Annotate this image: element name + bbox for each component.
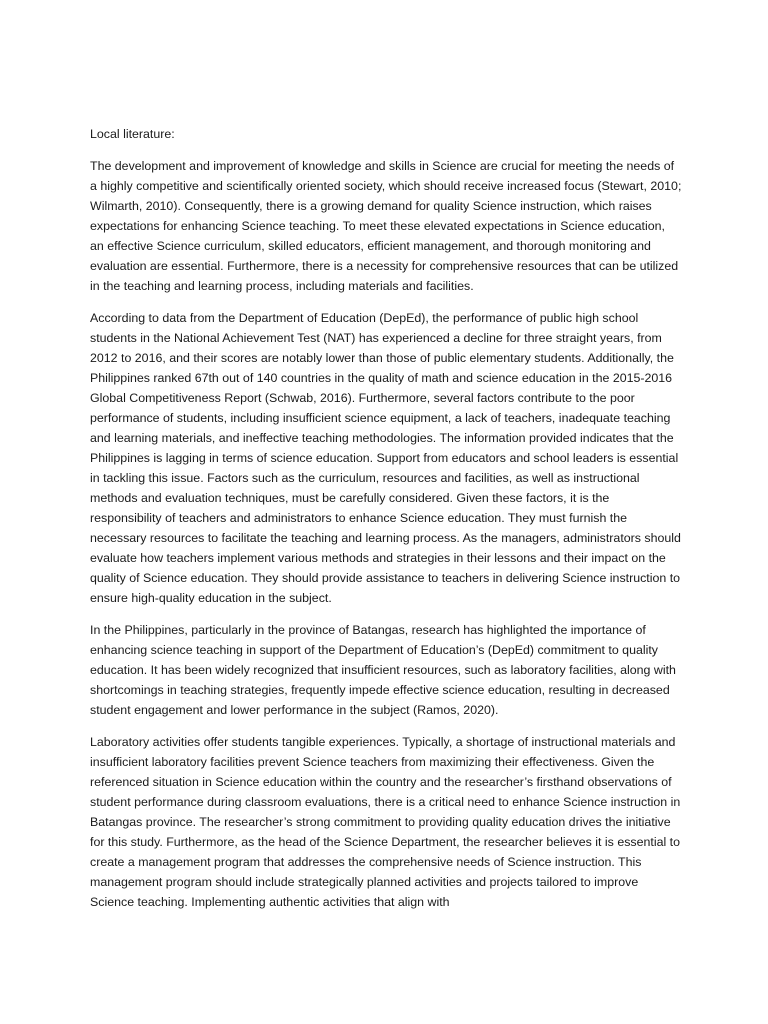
- document-page: [90, 124, 682, 924]
- paragraph-4: Laboratory activities offer students tangible experiences. Typically, a shortage of instructional materials and insufficient laboratory facilities prevent Science teachers from maximizing their effectiveness. Given the referenced situation in Science education within the country and the researcher’s firsthand observations of student performance during classroom evaluations, there is a critical need to enhance Science instruction in Batangas province. The researcher’s strong commitment to providing quality education drives the initiative for this study. Furthermore, as the head of the Science Department, the researcher believes it is essential to create a management program that addresses the comprehensive needs of Science instruction. This management program should include strategically planned activities and projects tailored to improve Science teaching. Implementing authentic activities that align with: [90, 735, 681, 909]
- paragraph-3: In the Philippines, particularly in the province of Batangas, research has highlighted the importance of enhancing science teaching in support of the Department of Education’s (DepEd) commitment to quality education. It has been widely recognized that insufficient resources, such as laboratory facilities, along with shortcomings in teaching strategies, frequently impede effective science education, resulting in decreased student engagement and lower performance in the subject (Ramos, 2020).: [90, 623, 676, 717]
- paragraph-1: The development and improvement of knowledge and skills in Science are crucial for meeting the needs of a highly competitive and scientifically oriented society, which should receive increased focus (Stewart, 2010; Wilmarth, 2010). Consequently, there is a growing demand for quality Science instruction, which raises expectations for enhancing Science teaching. To meet these elevated expectations in Science education, an effective Science curriculum, skilled educators, efficient management, and thorough monitoring and evaluation are essential. Furthermore, there is a necessity for comprehensive resources that can be utilized in the teaching and learning process, including materials and facilities.: [90, 159, 682, 293]
- paragraph-2: According to data from the Department of Education (DepEd), the performance of public high school students in the National Achievement Test (NAT) has experienced a decline for three straight years, from 2012 to 2016, and their scores are notably lower than those of public elementary students. Additionally, the Philippines ranked 67th out of 140 countries in the quality of math and science education in the 2015-2016 Global Competitiveness Report (Schwab, 2016). Furthermore, several factors contribute to the poor performance of students, including insufficient science equipment, a lack of teachers, inadequate teaching and learning materials, and ineffective teaching methodologies. The information provided indicates that the Philippines is lagging in terms of science education. Support from educators and school leaders is essential in tackling this issue. Factors such as the curriculum, resources and facilities, as well as instructional methods and evaluation techniques, must be carefully considered. Given these factors, it is the responsibility of teachers and administrators to enhance Science education. They must furnish the necessary resources to facilitate the teaching and learning process. As the managers, administrators should evaluate how teachers implement various methods and strategies in their lessons and their impact on the quality of Science education. They should provide assistance to teachers in delivering Science instruction to ensure high-quality education in the subject.: [90, 311, 681, 605]
- section-heading: Local literature:: [90, 127, 175, 141]
